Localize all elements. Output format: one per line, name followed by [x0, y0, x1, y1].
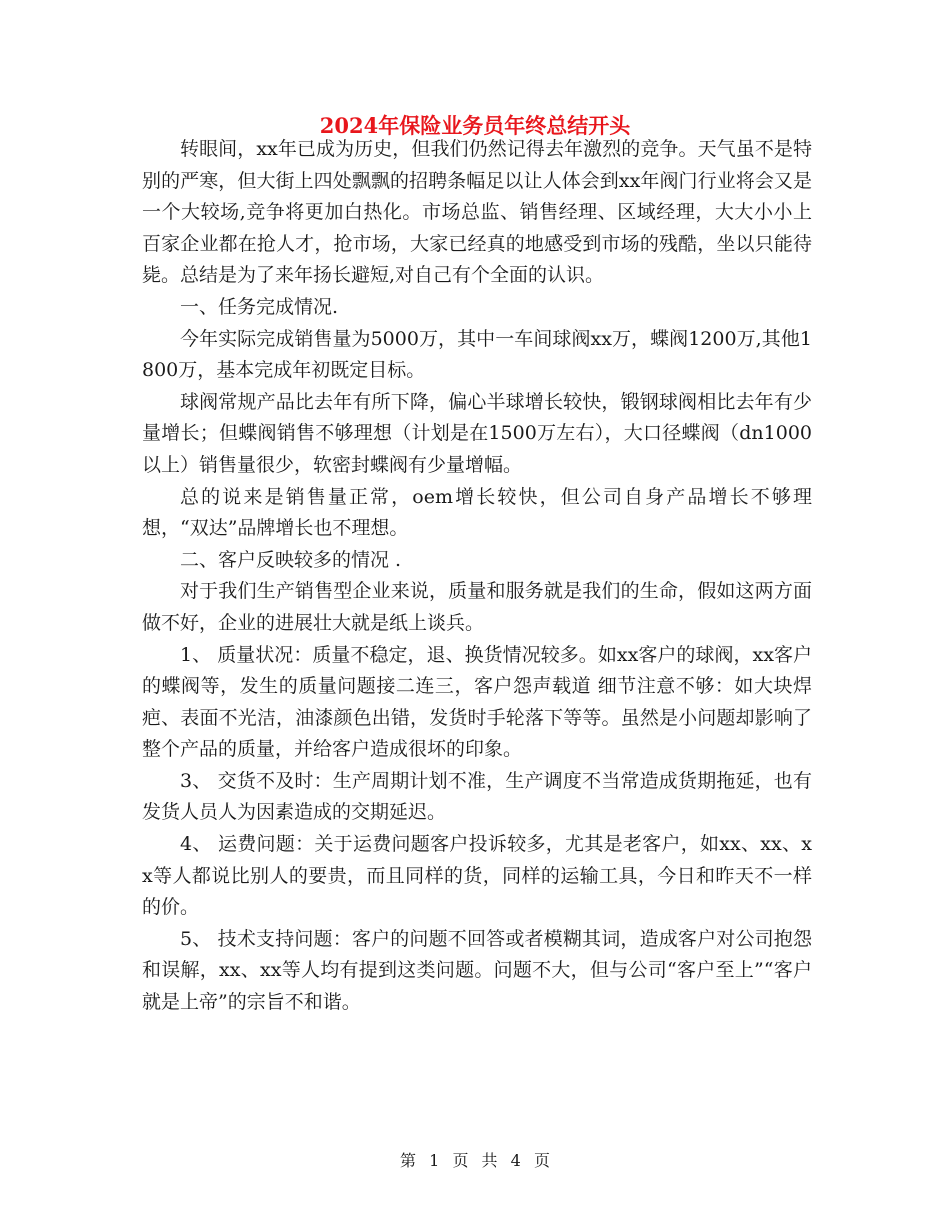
list-item-quality: 1、 质量状况：质量不稳定，退、换货情况较多。如xx客户的球阀，xx客户的蝶阀等，发生的质量问题接二连三，客户怨声载道 细节注意不够：如大块焊疤、表面不光洁，油漆颜色出错，发货时手轮落下等等。虽然是小问题却影响了整个产品的质量，并给客户造成很坏的印象。 [142, 643, 812, 761]
footer-total-pages: 4 [510, 1151, 521, 1170]
document-body [142, 134, 812, 1019]
footer-page-suffix: 页 [533, 1151, 550, 1170]
heading-customer-feedback: 二、客户反映较多的情况 . [180, 548, 402, 571]
paragraph-quality-service: 对于我们生产销售型企业来说，质量和服务就是我们的生命，假如这两方面做不好，企业的进展壮大就是纸上谈兵。 [142, 580, 812, 634]
document-title: 2024年保险业务员年终总结开头 [319, 113, 631, 138]
paragraph-sales-volume: 今年实际完成销售量为5000万，其中一车间球阀xx万，蝶阀1200万,其他1800万，基本完成年初既定目标。 [142, 327, 812, 382]
footer-page-number: 1 [429, 1151, 440, 1170]
list-item-freight: 4、 运费问题：关于运费问题客户投诉较多，尤其是老客户，如xx、xx、xx等人都说比别人的要贵，而且同样的货，同样的运输工具，今日和昨天不一样的价。 [142, 833, 812, 919]
footer-page-mid: 页 [452, 1151, 469, 1170]
paragraph-intro: 转眼间，xx年已成为历史，但我们仍然记得去年激烈的竞争。天气虽不是特别的严寒，但大街上四处飘飘的招聘条幅足以让人体会到xx年阀门行业将会又是一个大较场,竞争将更加白热化。市场总监、销售经理、区域经理，大大小小上百家企业都在抢人才，抢市场，大家已经真的地感受到市场的残酷，坐以只能待毙。总结是为了来年扬长避短,对自己有个全面的认识。 [142, 138, 812, 287]
list-item-delivery: 3、 交货不及时：生产周期计划不准，生产调度不当常造成货期拖延，也有发货人员人为因素造成的交期延迟。 [142, 769, 812, 824]
page-footer [0, 1150, 950, 1172]
paragraph-product-analysis: 球阀常规产品比去年有所下降，偏心半球增长较快，锻钢球阀相比去年有少量增长；但蝶阀销售不够理想（计划是在1500万左右），大口径蝶阀（dn1000以上）销售量很少，软密封蝶阀有少量增幅。 [142, 390, 812, 476]
heading-task-completion: 一、任务完成情况. [180, 295, 339, 318]
paragraph-summary: 总的说来是销售量正常，oem增长较快，但公司自身产品增长不够理想，“双达”品牌增长也不理想。 [142, 485, 812, 540]
list-item-tech-support: 5、 技术支持问题：客户的问题不回答或者模糊其词，造成客户对公司抱怨和误解，xx、xx等人均有提到这类问题。问题不大，但与公司“客户至上”“客户就是上帝”的宗旨不和谐。 [142, 927, 812, 1014]
footer-page-prefix: 第 [400, 1151, 417, 1170]
footer-total-label: 共 [481, 1151, 498, 1170]
